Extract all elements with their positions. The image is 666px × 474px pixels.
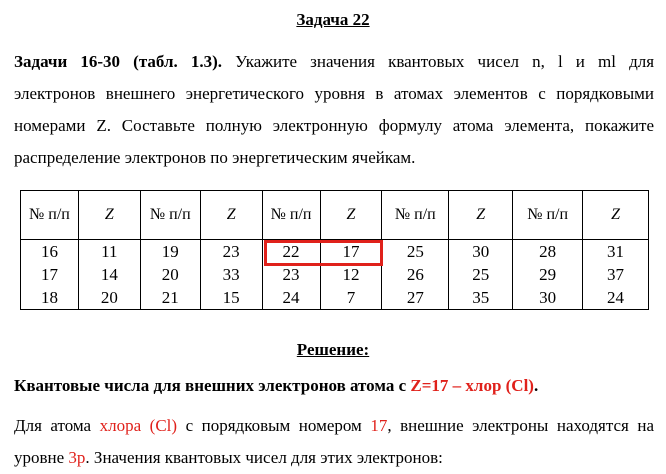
task-line-1-text: Укажите значения квантовых чисел n, l и ml для	[235, 52, 655, 71]
table-cell: 20	[78, 286, 140, 310]
body-line-1	[14, 410, 654, 442]
table-cell: 11	[78, 240, 140, 264]
table-row	[21, 286, 649, 310]
task-line-4: распределение электронов по энергетическим ячейкам.	[14, 148, 416, 167]
body-line-2	[14, 442, 654, 474]
table-cell: 33	[200, 263, 262, 286]
body-text: , внешние электроны находятся на	[387, 416, 654, 435]
table-cell: 16	[21, 240, 79, 264]
table-cell: 7	[320, 286, 382, 310]
level-label: 3p	[68, 448, 86, 467]
table-cell: 19	[140, 240, 200, 264]
header-z-2: Z	[200, 191, 262, 240]
header-num-2: № п/п	[140, 191, 200, 240]
table-cell: 23	[262, 263, 320, 286]
table-cell: 14	[78, 263, 140, 286]
task-line-1	[14, 46, 654, 78]
table-cell: 24	[583, 286, 649, 310]
header-z-4: Z	[449, 191, 513, 240]
header-num-4: № п/п	[382, 191, 449, 240]
heading-prefix: Квантовые числа для внешних электронов атома с	[14, 376, 411, 395]
table-cell: 17	[21, 263, 79, 286]
header-num-5: № п/п	[513, 191, 583, 240]
table-cell: 25	[382, 240, 449, 264]
table-cell: 30	[449, 240, 513, 264]
table-cell: 24	[262, 286, 320, 310]
body-text: уровне	[14, 448, 69, 467]
body-text: с порядковым номером	[177, 416, 371, 435]
heading-highlight: Z=17 – хлор (Cl)	[410, 376, 534, 395]
table-cell: 31	[583, 240, 649, 264]
header-z-1: Z	[78, 191, 140, 240]
table-cell: 15	[200, 286, 262, 310]
heading-suffix: .	[533, 376, 539, 395]
table-cell: 27	[382, 286, 449, 310]
task-title: Задача 22	[296, 10, 370, 29]
header-z-5: Z	[583, 191, 649, 240]
table-cell: 28	[513, 240, 583, 264]
element-z: 17	[370, 416, 388, 435]
task-line-3: номерами Z. Составьте полную электронную формулу атома элемента, покажите	[14, 116, 654, 135]
solution-body	[14, 410, 654, 474]
table-cell: 20	[140, 263, 200, 286]
task-line-2: электронов внешнего энергетического уровня в атомах элементов с порядковыми	[14, 84, 654, 103]
table-cell: 17	[320, 240, 382, 264]
table-cell: 22	[262, 240, 320, 264]
solution-title: Решение:	[296, 340, 370, 359]
table-cell: 37	[583, 263, 649, 286]
solution-heading	[14, 376, 538, 396]
table-cell: 30	[513, 286, 583, 310]
body-text: . Значения квантовых чисел для этих электронов:	[85, 448, 443, 467]
table-header-row	[21, 191, 649, 240]
header-z-3: Z	[320, 191, 382, 240]
header-num-3: № п/п	[262, 191, 320, 240]
table-cell: 12	[320, 263, 382, 286]
header-num-1: № п/п	[21, 191, 79, 240]
task-lead: Задачи 16-30 (табл. 1.3).	[14, 52, 223, 71]
body-text: Для атома	[14, 416, 100, 435]
table-cell: 29	[513, 263, 583, 286]
table-cell: 21	[140, 286, 200, 310]
table-cell: 26	[382, 263, 449, 286]
table-cell: 18	[21, 286, 79, 310]
table-cell: 35	[449, 286, 513, 310]
table-row	[21, 263, 649, 286]
element-name: хлора (Cl)	[99, 416, 178, 435]
table-cell: 23	[200, 240, 262, 264]
task-statement	[14, 46, 654, 174]
table-cell: 25	[449, 263, 513, 286]
highlight-box	[264, 240, 383, 266]
